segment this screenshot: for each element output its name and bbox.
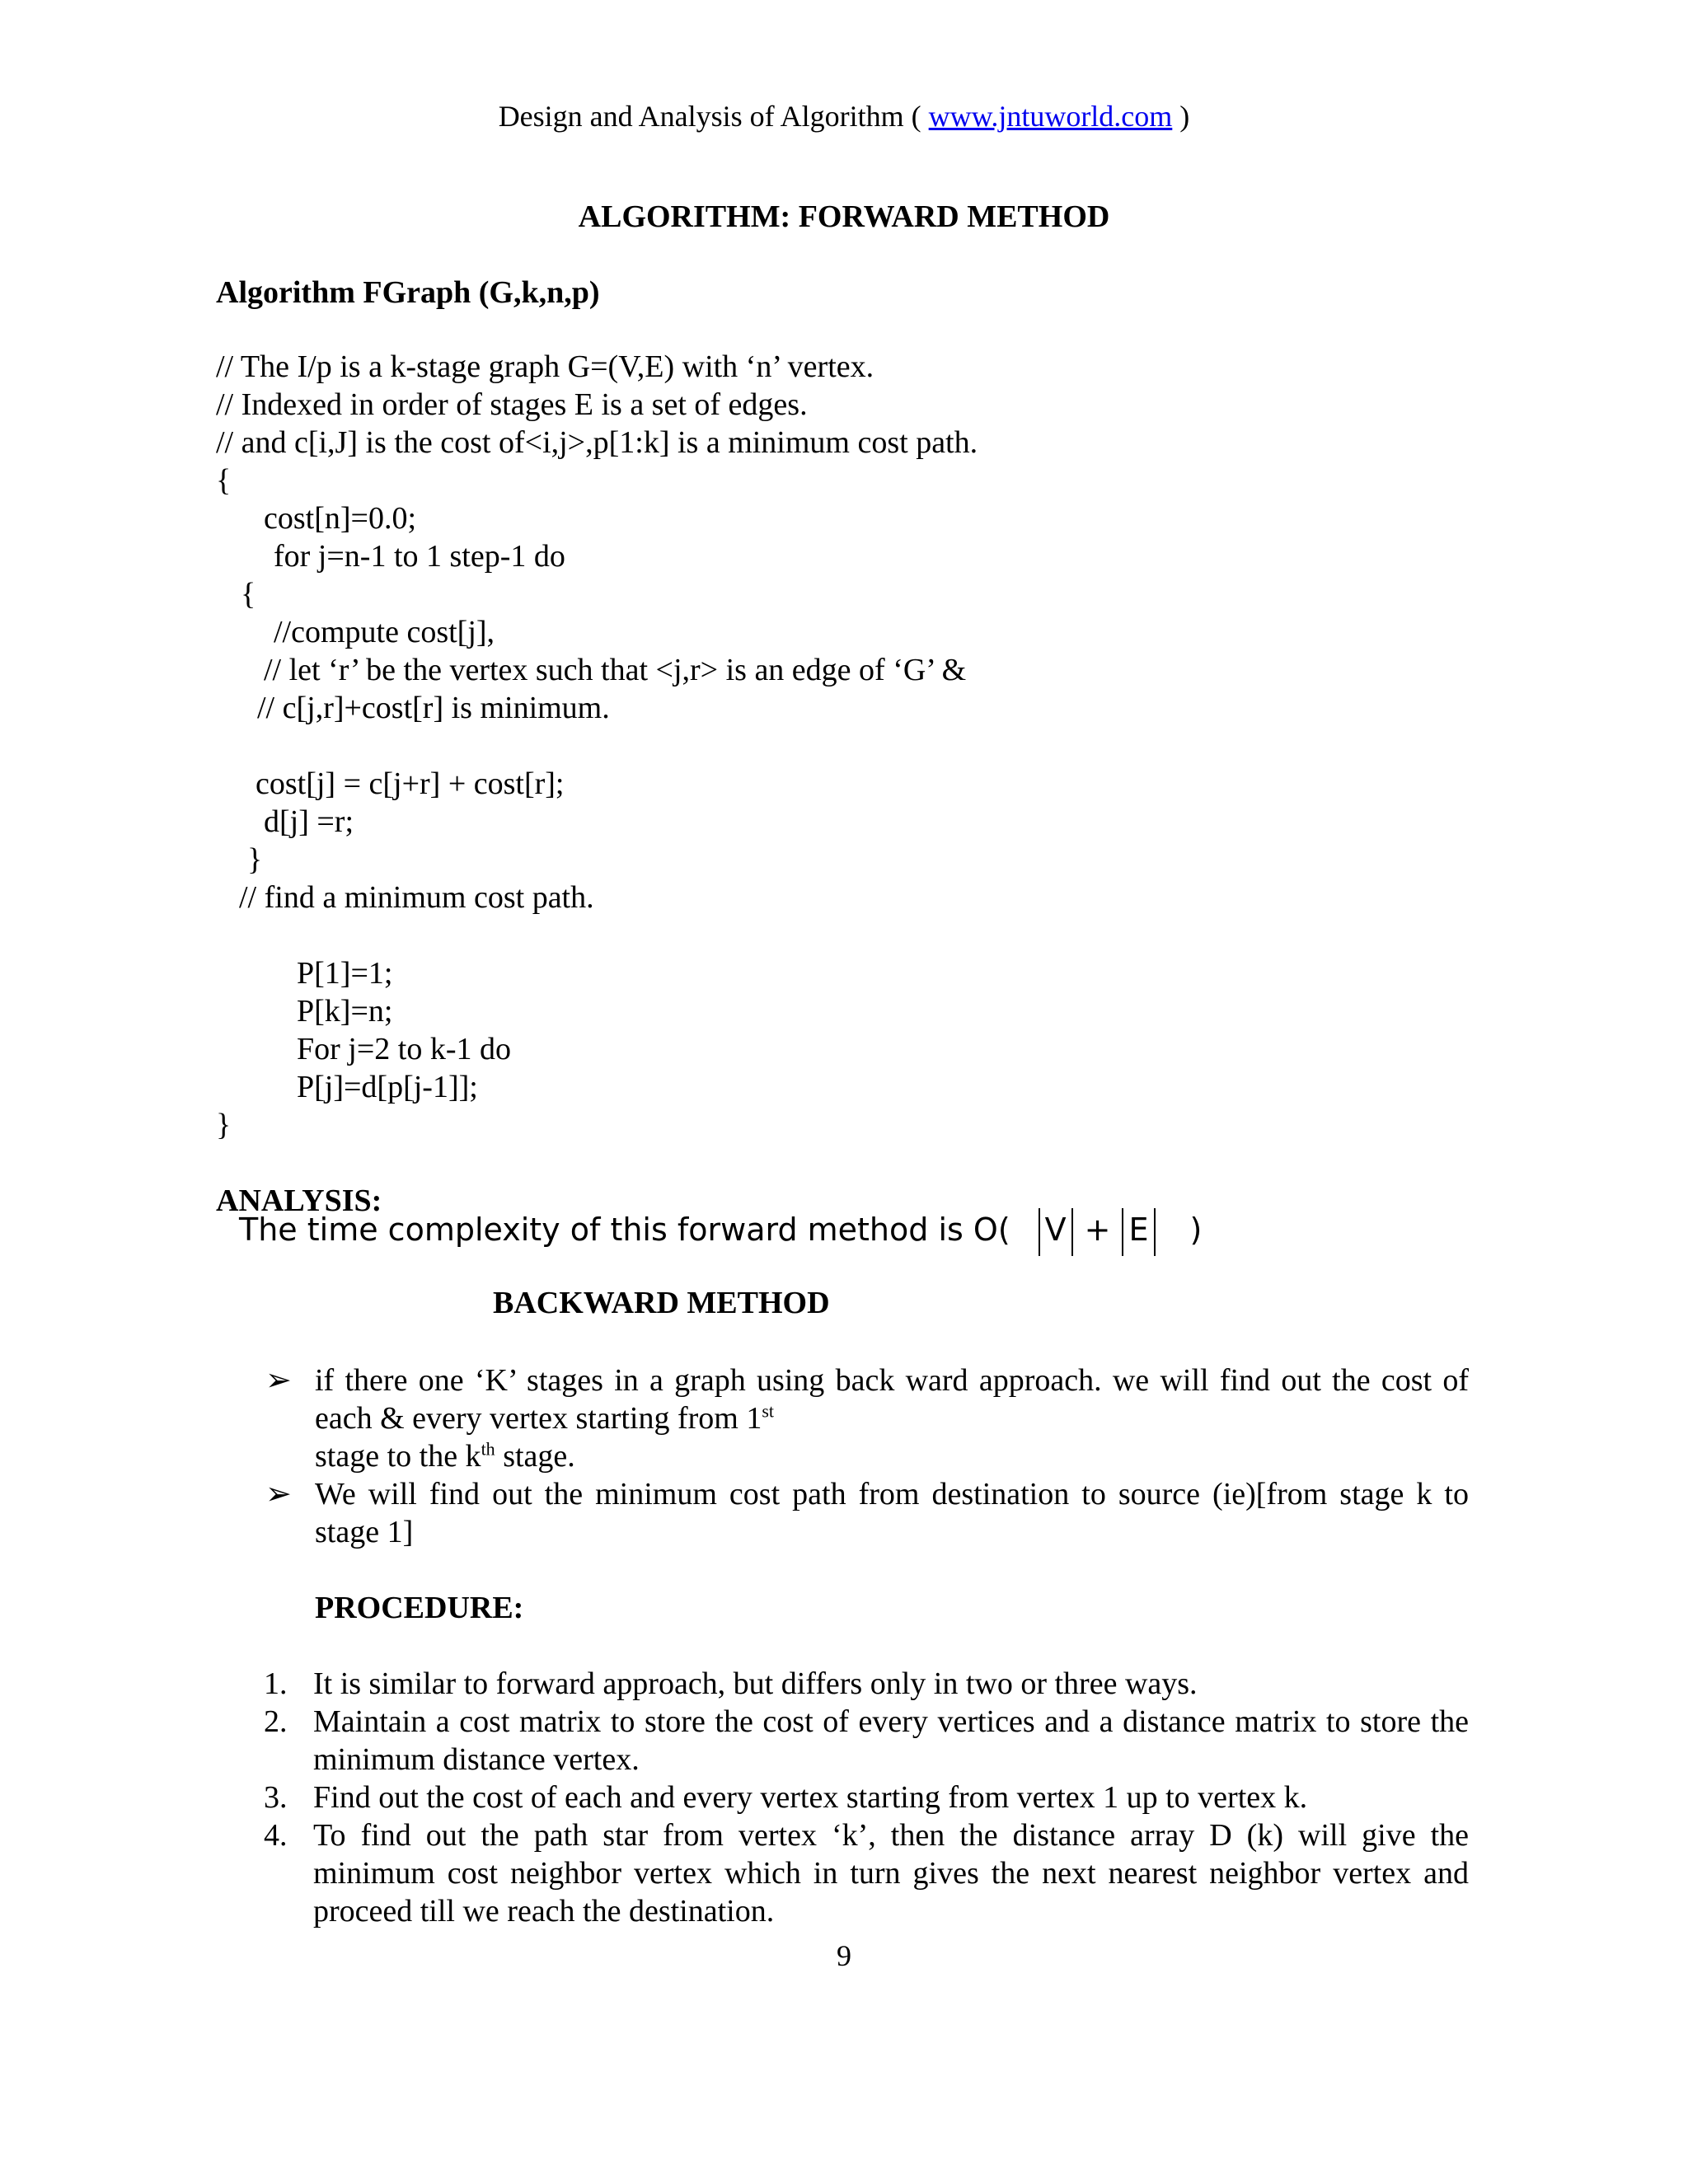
abs-bar	[1122, 1208, 1123, 1256]
code-line: }	[247, 842, 263, 877]
analysis-sentence: The time complexity of this forward method is O(	[239, 1212, 1010, 1248]
code-line: }	[216, 1108, 232, 1142]
header-title-prefix: Design and Analysis of Algorithm (	[498, 100, 929, 133]
list-item	[264, 1665, 1469, 1703]
header-title-suffix: )	[1172, 100, 1190, 133]
abs-bar	[1039, 1208, 1040, 1256]
backward-bullets	[265, 1361, 1469, 1551]
step-number: 4.	[264, 1818, 288, 1853]
arrow-bullet-icon: ➢	[265, 1477, 292, 1511]
code-line: // find a minimum cost path.	[239, 880, 594, 915]
superscript: th	[481, 1438, 495, 1460]
code-line: P[j]=d[p[j-1]];	[297, 1070, 478, 1104]
code-line: //compute cost[j],	[274, 615, 495, 649]
code-line: cost[j] = c[j+r] + cost[r];	[256, 766, 565, 801]
step-number: 2.	[264, 1704, 288, 1739]
procedure-heading: PROCEDURE:	[315, 1591, 524, 1625]
bullet-text: We will find out the minimum cost path from destination to source (ie)[from stage k to stage 1]	[315, 1477, 1469, 1549]
step-text: To find out the path star from vertex ‘k’, then the distance array D (k) will give the minimum cost neighbor vertex which in turn gives the next nearest neighbor vertex and proceed till we reach the destination.	[313, 1818, 1469, 1929]
page-number: 9	[837, 1939, 851, 1972]
algorithm-name: Algorithm FGraph (G,k,n,p)	[216, 275, 600, 310]
edge-symbol: E	[1128, 1212, 1149, 1248]
abs-bar	[1071, 1208, 1073, 1256]
list-item	[264, 1703, 1469, 1779]
section-title: ALGORITHM: FORWARD METHOD	[578, 199, 1110, 234]
analysis-heading: ANALYSIS:	[216, 1183, 382, 1218]
bullet-text: stage.	[495, 1439, 575, 1474]
code-line: P[1]=1;	[297, 956, 393, 991]
code-line: cost[n]=0.0;	[264, 501, 417, 536]
page-header	[0, 99, 1688, 134]
code-line: P[k]=n;	[297, 994, 393, 1029]
step-number: 3.	[264, 1780, 288, 1815]
code-line: {	[216, 463, 232, 498]
step-text: Maintain a cost matrix to store the cost of every vertices and a distance matrix to store the minimum distance vertex.	[313, 1704, 1469, 1777]
step-text: Find out the cost of each and every vertex starting from vertex 1 up to vertex k.	[313, 1780, 1308, 1815]
step-number: 1.	[264, 1666, 288, 1701]
list-item	[265, 1475, 1469, 1551]
step-text: It is similar to forward approach, but differs only in two or three ways.	[313, 1666, 1198, 1701]
plus-symbol: +	[1084, 1212, 1111, 1248]
code-line: // The I/p is a k-stage graph G=(V,E) with ‘n’ vertex.	[216, 349, 874, 384]
list-item	[264, 1779, 1469, 1816]
procedure-steps	[264, 1665, 1469, 1930]
list-item	[265, 1361, 1469, 1475]
code-line: d[j] =r;	[264, 804, 354, 839]
code-line: // and c[i,J] is the cost of<i,j>,p[1:k] is a minimum cost path.	[216, 425, 978, 460]
code-line: For j=2 to k-1 do	[297, 1032, 511, 1066]
arrow-bullet-icon: ➢	[265, 1363, 292, 1398]
code-line: // Indexed in order of stages E is a set of edges.	[216, 387, 808, 422]
vertex-symbol: V	[1044, 1212, 1067, 1248]
close-paren: )	[1189, 1212, 1203, 1248]
list-item	[264, 1816, 1469, 1930]
code-line: for j=n-1 to 1 step-1 do	[274, 539, 565, 574]
bullet-text: stage to the k	[315, 1439, 481, 1474]
header-link[interactable]: www.jntuworld.com	[928, 100, 1173, 133]
code-line: {	[241, 577, 256, 612]
bullet-text: if there one ‘K’ stages in a graph using back ward approach. we will find out the cost of each & every vertex starting from 1	[315, 1363, 1469, 1436]
backward-heading: BACKWARD METHOD	[493, 1286, 830, 1320]
analysis-text	[239, 1205, 1202, 1254]
superscript: st	[762, 1400, 775, 1422]
code-line: // c[j,r]+cost[r] is minimum.	[257, 691, 610, 725]
abs-bar	[1154, 1208, 1156, 1256]
code-line: // let ‘r’ be the vertex such that <j,r> is an edge of ‘G’ &	[264, 653, 967, 687]
